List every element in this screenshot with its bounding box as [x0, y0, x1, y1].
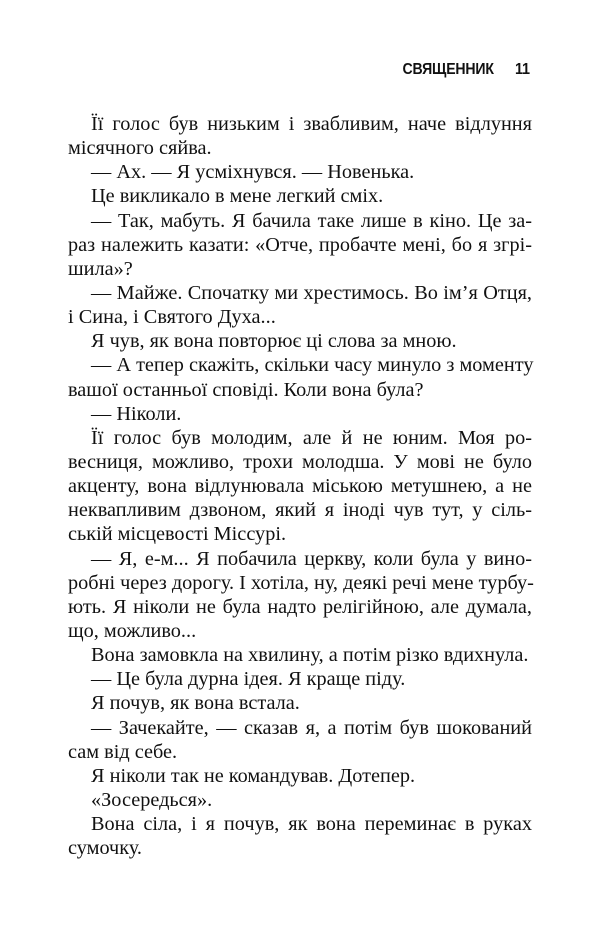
text-line: Її голос був молодим, але й не юним. Моя ро- — [91, 426, 532, 449]
text-line: — Зачекайте, — сказав я, а потім був шокований — [91, 716, 532, 739]
text-line: ській місцевості Міссурі. — [68, 523, 287, 546]
text-line: — Ах. — Я усміхнувся. — Новенька. — [91, 161, 415, 184]
text-line: неквапливим дзвоном, який я іноді чув тут, у сіль- — [68, 499, 532, 522]
text-line: «Зосередься». — [91, 788, 213, 811]
text-line: Її голос був низьким і звабливим, наче відлуння — [91, 113, 532, 135]
text-line: — Так, мабуть. Я бачила таке лише в кіно. Це за- — [91, 209, 532, 232]
text-line: що, можливо... — [68, 619, 197, 642]
text-line: — А тепер скажіть, скільки часу минуло з моменту — [91, 354, 534, 377]
text-line: і Сина, і Святого Духа... — [68, 306, 276, 329]
text-line: — Це була дурна ідея. Я краще піду. — [91, 668, 406, 691]
text-lines — [68, 112, 532, 860]
text-line: — Майже. Спочатку ми хрестимось. Во ім’я Отця, — [91, 281, 532, 304]
text-line: Це викликало в мене легкий сміх. — [91, 185, 384, 208]
text-line: Я ніколи так не командував. Дотепер. — [91, 764, 416, 787]
body-text — [68, 112, 532, 860]
chapter-title: СВЯЩЕННИК — [402, 61, 494, 78]
text-line: робні через дорогу. І хотіла, ну, деякі речі мене турбу- — [68, 571, 534, 594]
text-line: Я почув, як вона встала. — [91, 692, 300, 715]
text-line: місячного сяйва. — [68, 137, 212, 160]
text-line: Вона сіла, і я почув, як вона перeминає в руках — [91, 813, 532, 836]
text-line: весниця, можливо, трохи молодша. У мові не було — [68, 450, 532, 473]
text-line: — Ніколи. — [91, 402, 182, 425]
text-line: сумочку. — [68, 837, 143, 860]
text-line: вашої останньої сповіді. Коли вона була? — [68, 378, 424, 401]
text-line: раз належить казати: «Отче, пробачте мені, бо я згрі- — [68, 233, 532, 256]
running-head — [390, 61, 532, 79]
text-line: сам від себе. — [68, 740, 178, 763]
page-number: 11 — [515, 61, 531, 78]
text-line: — Я, е-м... Я побачила церкву, коли була у вино- — [91, 547, 532, 570]
text-line: акценту, вона відлунювала міською метушнею, а не — [68, 475, 532, 498]
text-line: шила»? — [68, 257, 133, 280]
text-line: Я чув, як вона повторює ці слова за мною. — [91, 330, 457, 353]
text-line: Вона замовкла на хвилину, а потім різко вдихнула. — [91, 644, 529, 667]
text-line: ють. Я ніколи не була надто релігійною, але думала, — [68, 595, 532, 618]
